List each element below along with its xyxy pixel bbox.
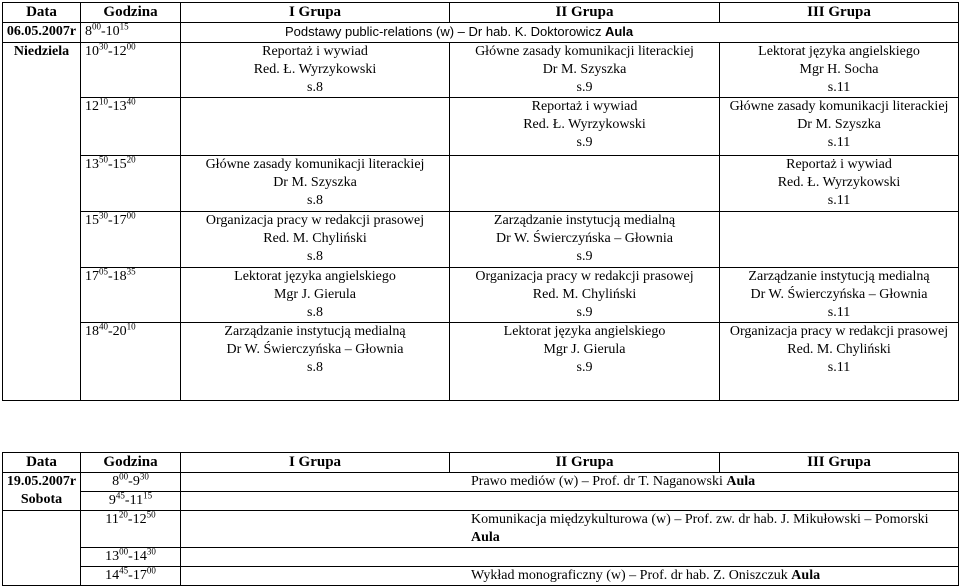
course-room: s.11 — [827, 360, 851, 375]
course-room: s.11 — [827, 135, 851, 150]
group-2-cell — [450, 323, 720, 401]
header-data: Data — [3, 453, 81, 473]
time-start-hour: 12 — [85, 99, 99, 114]
header-grupa-2: II Grupa — [450, 3, 720, 23]
course-title: Główne zasady komunikacji literackiej — [475, 44, 694, 59]
time-cell — [81, 98, 181, 156]
time-end-hour: 9 — [132, 474, 140, 489]
group-3-cell — [720, 268, 959, 323]
course-lecturer: Red. M. Chyliński — [532, 287, 637, 302]
table-row — [3, 98, 959, 156]
lecture-room: Aula — [791, 568, 821, 583]
group-2-cell — [450, 212, 720, 268]
group-1-cell — [181, 43, 450, 98]
date-day-cell-empty — [3, 511, 81, 586]
time-end-minute: 30 — [139, 471, 149, 482]
table-row — [3, 548, 959, 567]
group-3-cell — [720, 212, 959, 268]
group-2-cell — [450, 268, 720, 323]
course-room: s.8 — [307, 249, 323, 264]
course-lecturer: Mgr J. Gierula — [543, 342, 626, 357]
group-1-cell — [181, 98, 450, 156]
course-title: Główne zasady komunikacji literackiej — [729, 99, 949, 114]
lecture-text: Prawo mediów (w) – Prof. dr T. Naganowski — [471, 474, 723, 489]
time-start-hour: 15 — [85, 213, 99, 228]
course-room: s.11 — [827, 193, 851, 208]
time-start-minute: 30 — [99, 41, 108, 52]
time-end-minute: 10 — [126, 321, 136, 332]
time-range: $8^{00}-10^{15}$ — [85, 21, 129, 39]
time-start-minute: 00 — [119, 471, 129, 482]
lecture-text: Wykład monograficzny (w) – Prof. dr hab. Z. Oniszczuk — [471, 568, 788, 583]
course-room: s.9 — [576, 80, 593, 95]
time-start-hour: 13 — [85, 157, 99, 172]
day-cell: Niedziela — [3, 43, 81, 401]
header-grupa-3: III Grupa — [720, 453, 959, 473]
course-room: s.9 — [576, 135, 593, 150]
time-cell — [81, 567, 181, 586]
course-lecturer: Red. M. Chyliński — [787, 342, 891, 357]
time-end-minute: 00 — [126, 41, 136, 52]
time-start-minute: 50 — [99, 154, 108, 165]
course-lecturer: Red. Ł. Wyrzykowski — [777, 175, 901, 190]
time-range: $10^{30}-12^{00}$ — [85, 41, 136, 59]
time-end-hour: 20 — [112, 324, 127, 339]
table-row — [3, 567, 959, 586]
course-lecturer: Dr W. Świerczyńska – Głownia — [226, 342, 404, 357]
time-end-minute: 00 — [146, 565, 156, 576]
course-lecturer: Red. M. Chyliński — [263, 231, 367, 246]
course-title: Zarządzanie instytucją medialną — [493, 213, 676, 228]
time-end-minute: 15 — [119, 21, 129, 32]
course-room: s.9 — [576, 360, 593, 375]
course-lecturer: Dr W. Świerczyńska – Głownia — [750, 287, 928, 302]
time-start-minute: 10 — [99, 96, 108, 107]
course-room: s.9 — [576, 305, 593, 320]
time-range: $18^{40}-20^{10}$ — [85, 321, 136, 339]
time-start-minute: 30 — [99, 210, 108, 221]
lecture-cell — [181, 473, 959, 492]
group-2-cell — [450, 156, 720, 212]
schedule-table-week2 — [2, 452, 959, 586]
table-row — [3, 156, 959, 212]
plenary-cell — [181, 23, 959, 43]
header-grupa-2: II Grupa — [450, 453, 720, 473]
header-godzina: Godzina — [81, 3, 181, 23]
lecture-cell — [181, 548, 959, 567]
header-grupa-1: I Grupa — [181, 453, 450, 473]
time-end-hour: 11 — [129, 493, 144, 508]
course-title: Lektorat języka angielskiego — [758, 44, 920, 59]
time-end-hour: 18 — [112, 269, 127, 284]
plenary-room: Aula — [604, 24, 634, 39]
time-cell — [81, 473, 181, 492]
table-row — [3, 268, 959, 323]
course-title: Organizacja pracy w redakcji prasowej — [475, 269, 694, 284]
table-header-row — [3, 3, 959, 23]
date-cell: 06.05.2007r — [3, 23, 81, 43]
table-row — [3, 511, 959, 548]
table-row — [3, 212, 959, 268]
course-room: s.11 — [827, 305, 851, 320]
schedule-table-week1 — [2, 2, 959, 401]
time-end-hour: 13 — [112, 99, 127, 114]
header-grupa-1: I Grupa — [181, 3, 450, 23]
table-row — [3, 492, 959, 511]
time-start-hour: 9 — [108, 493, 116, 508]
course-title: Reportaż i wywiad — [262, 44, 368, 59]
time-end-minute: 15 — [143, 490, 153, 501]
time-start-minute: 05 — [99, 266, 108, 277]
time-end-minute: 30 — [146, 546, 156, 557]
time-range: $15^{30}-17^{00}$ — [85, 210, 136, 228]
time-end-hour: 14 — [132, 549, 147, 564]
time-end-hour: 17 — [112, 213, 127, 228]
time-range: $13^{50}-15^{20}$ — [85, 154, 136, 172]
time-start-minute: 00 — [92, 21, 101, 32]
course-lecturer: Red. Ł. Wyrzykowski — [523, 117, 646, 132]
course-room: s.8 — [307, 305, 323, 320]
lecture-text: Komunikacja międzykulturowa (w) – Prof. zw. dr hab. J. Mikułowski – Pomorski — [471, 512, 929, 527]
time-start-hour: 8 — [112, 474, 120, 489]
group-1-cell — [181, 156, 450, 212]
course-room: s.8 — [307, 360, 323, 375]
course-title: Reportaż i wywiad — [531, 99, 638, 114]
time-end-hour: 17 — [132, 568, 147, 583]
course-lecturer: Dr W. Świerczyńska – Głownia — [496, 231, 673, 246]
time-cell — [81, 268, 181, 323]
header-data: Data — [3, 3, 81, 23]
lecture-cell — [181, 492, 959, 511]
time-start-minute: 40 — [99, 321, 108, 332]
course-room: s.11 — [827, 80, 851, 95]
time-start-minute: 45 — [119, 565, 129, 576]
group-3-cell — [720, 43, 959, 98]
lecture-room: Aula — [471, 530, 500, 545]
course-room: s.8 — [307, 193, 323, 208]
time-start-hour: 10 — [85, 44, 99, 59]
table-row — [3, 23, 959, 43]
course-title: Organizacja pracy w redakcji prasowej — [729, 324, 949, 339]
time-cell — [81, 156, 181, 212]
course-lecturer: Red. Ł. Wyrzykowski — [253, 62, 377, 77]
time-range: $17^{05}-18^{35}$ — [85, 266, 136, 284]
course-title: Lektorat języka angielskiego — [234, 269, 396, 284]
table-row — [3, 323, 959, 401]
course-lecturer: Dr M. Szyszka — [542, 62, 627, 77]
header-grupa-3: III Grupa — [720, 3, 959, 23]
time-cell — [81, 548, 181, 567]
time-start-minute: 45 — [115, 490, 125, 501]
group-1-cell — [181, 268, 450, 323]
lecture-cell — [181, 511, 959, 548]
course-title: Zarządzanie instytucją medialną — [748, 269, 930, 284]
date-day-cell — [3, 473, 81, 511]
time-cell — [81, 492, 181, 511]
time-cell — [81, 212, 181, 268]
table-row — [3, 473, 959, 492]
group-3-cell — [720, 98, 959, 156]
time-start-minute: 00 — [119, 546, 129, 557]
course-title: Lektorat języka angielskiego — [503, 324, 666, 339]
time-end-minute: 50 — [146, 509, 156, 520]
time-end-hour: 10 — [105, 24, 120, 39]
header-godzina: Godzina — [81, 453, 181, 473]
time-cell — [81, 323, 181, 401]
time-range: $14^{45}-17^{00}$ — [105, 565, 156, 583]
time-start-minute: 20 — [118, 509, 128, 520]
time-range: $8^{00}-9^{30}$ — [112, 471, 149, 489]
table-row — [3, 43, 959, 98]
time-start-hour: 17 — [85, 269, 99, 284]
lecture-room: Aula — [726, 474, 756, 489]
time-cell — [81, 511, 181, 548]
course-room: s.9 — [576, 249, 593, 264]
course-title: Zarządzanie instytucją medialną — [224, 324, 406, 339]
time-end-hour: 12 — [132, 512, 147, 527]
group-1-cell — [181, 323, 450, 401]
time-end-minute: 35 — [126, 266, 136, 277]
lecture-cell — [181, 567, 959, 586]
time-range: $11^{20}-12^{50}$ — [105, 509, 156, 527]
date-cell: 19.05.2007r — [6, 474, 77, 489]
time-end-minute: 00 — [126, 210, 136, 221]
course-room: s.8 — [307, 80, 323, 95]
time-start-hour: 18 — [85, 324, 99, 339]
course-title: Główne zasady komunikacji literackiej — [205, 157, 425, 172]
course-lecturer: Mgr H. Socha — [799, 62, 879, 77]
course-lecturer: Dr M. Szyszka — [797, 117, 881, 132]
time-cell — [81, 23, 181, 43]
time-start-hour: 11 — [105, 512, 119, 527]
time-cell — [81, 43, 181, 98]
time-start-hour: 14 — [105, 568, 120, 583]
course-title: Organizacja pracy w redakcji prasowej — [205, 213, 425, 228]
group-2-cell — [450, 98, 720, 156]
time-end-hour: 15 — [112, 157, 127, 172]
course-lecturer: Dr M. Szyszka — [273, 175, 357, 190]
group-3-cell — [720, 323, 959, 401]
time-range: $12^{10}-13^{40}$ — [85, 96, 136, 114]
time-end-hour: 12 — [112, 44, 127, 59]
table-header-row — [3, 453, 959, 473]
time-end-minute: 40 — [126, 96, 136, 107]
time-range: $13^{00}-14^{30}$ — [105, 546, 156, 564]
course-title: Reportaż i wywiad — [786, 157, 892, 172]
group-3-cell — [720, 156, 959, 212]
group-2-cell — [450, 43, 720, 98]
group-1-cell — [181, 212, 450, 268]
time-start-hour: 8 — [85, 24, 92, 39]
time-end-minute: 20 — [126, 154, 136, 165]
course-lecturer: Mgr J. Gierula — [273, 287, 357, 302]
time-start-hour: 13 — [105, 549, 120, 564]
plenary-lecture: Podstawy public-relations (w) – Dr hab. K. Doktorowicz — [285, 24, 602, 39]
time-range: $9^{45}-11^{15}$ — [108, 490, 153, 508]
day-cell: Sobota — [20, 492, 63, 507]
